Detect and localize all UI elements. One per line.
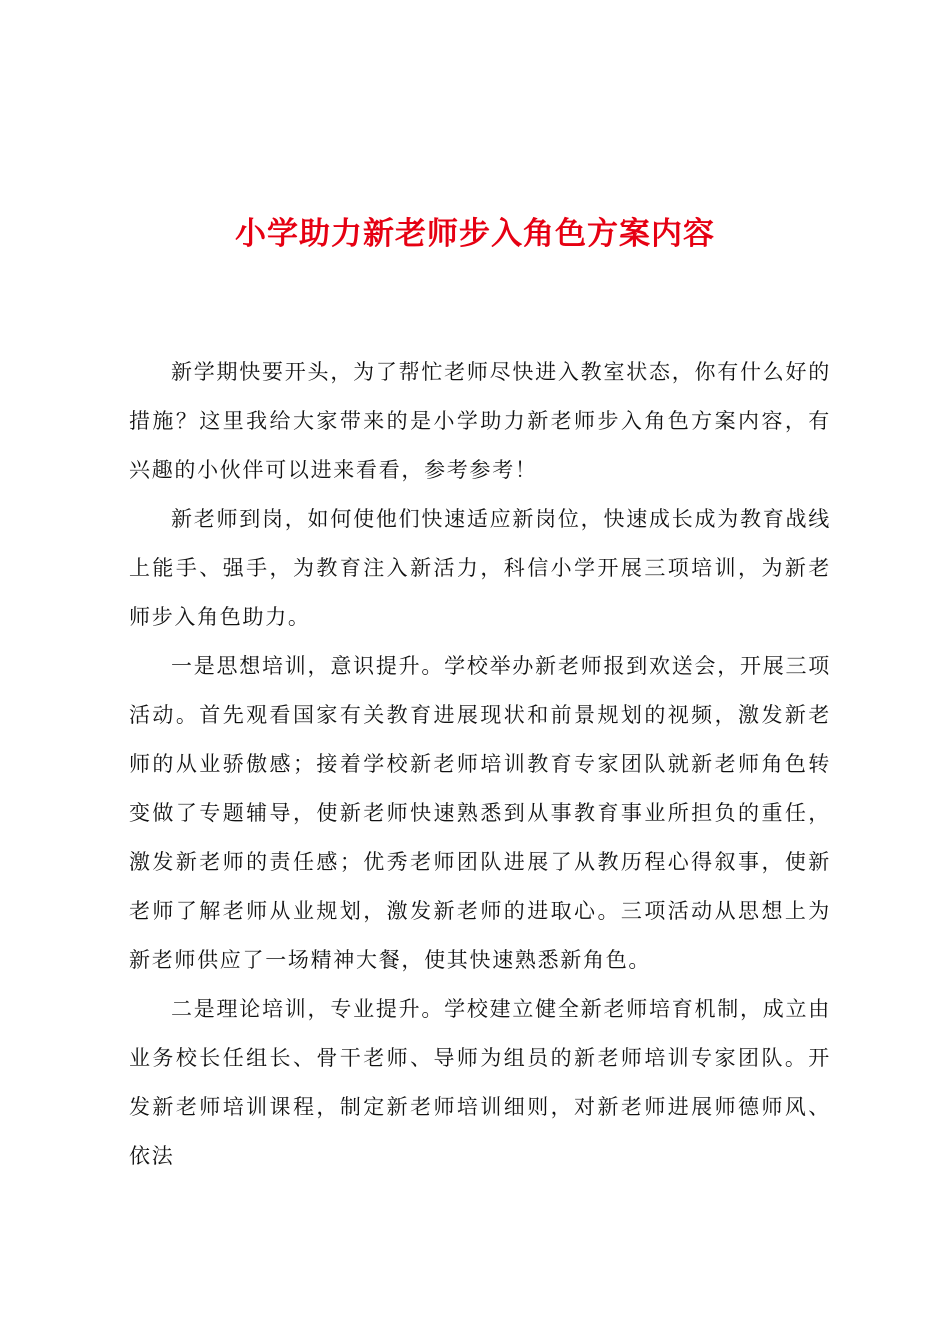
paragraph-background: 新老师到岗，如何使他们快速适应新岗位，快速成长成为教育战线上能手、强手，为教育注入新活力，科信小学开展三项培训，为新老师步入角色助力。 <box>129 507 831 629</box>
paragraph-ideological-training: 一是思想培训，意识提升。学校举办新老师报到欢送会，开展三项活动。首先观看国家有关教育进展现状和前景规划的视频，激发新老师的从业骄傲感；接着学校新老师培训教育专家团队就新老师角色转变做了专题辅导，使新老师快速熟悉到从事教育事业所担负的重任，激发新老师的责任感；优秀老师团队进展了从教历程心得叙事，使新老师了解老师从业规划，激发新老师的进取心。三项活动从思想上为新老师供应了一场精神大餐，使其快速熟悉新角色。 <box>129 654 831 972</box>
paragraph-theory-training: 二是理论培训，专业提升。学校建立健全新老师培育机制，成立由业务校长任组长、骨干老师、导师为组员的新老师培训专家团队。开发新老师培训课程，制定新老师培训细则，对新老师进展师德师风、依法 <box>129 997 831 1168</box>
paragraph-intro: 新学期快要开头，为了帮忙老师尽快进入教室状态，你有什么好的措施？这里我给大家带来的是小学助力新老师步入角色方案内容，有兴趣的小伙伴可以进来看看，参考参考！ <box>129 360 831 482</box>
document-body <box>129 348 831 1181</box>
document-title: 小学助力新老师步入角色方案内容 <box>235 216 715 252</box>
